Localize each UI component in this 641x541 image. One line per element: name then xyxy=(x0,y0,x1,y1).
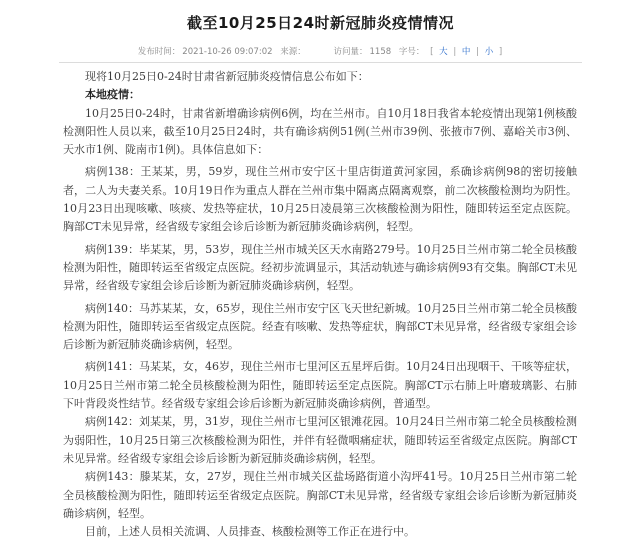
intro-paragraph: 现将10月25日0-24时甘肃省新冠肺炎疫情信息公布如下： xyxy=(85,70,369,83)
font-large-button[interactable]: 大 xyxy=(439,47,448,57)
separator: | xyxy=(453,47,457,57)
font-small-button[interactable]: 小 xyxy=(484,47,494,57)
case-paragraph: 病例142：刘某某，男，31岁，现住兰州市七里河区银滩花园。10月24日兰州市第二轮全员核酸检测为弱阳性，10月25日第三次核酸检测为阳性，并伴有轻微咽痛症状，随即转运至省级定点医院。胸部CT未见异常。经省级专家组会诊后诊断为新冠肺炎确诊病例，轻型。 xyxy=(63,415,577,465)
bracket-open: [ xyxy=(430,47,434,57)
section-heading: 本地疫情： xyxy=(85,88,140,102)
views-value: 1158 xyxy=(369,47,392,57)
case-paragraph: 病例139：毕某某，男，53岁，现住兰州市城关区天水南路279号。10月25日兰州市第二轮全员核酸检测为阳性，随即转运至省级定点医院。经初步流调显示，其活动轨迹与确诊病例93有交集。胸部CT未见异常，经省级专家组会诊后诊断为新冠肺炎确诊病例，轻型。 xyxy=(63,242,577,293)
published-value: 2021-10-26 09:07:02 xyxy=(182,47,273,57)
summary-paragraph: 10月25日0-24时，甘肃省新增确诊病例6例，均在兰州市。自10月18日我省本轮疫情出现第1例核酸检测阳性人员以来，截至10月25日24时，共有确诊病例51例(兰州市39例、张掖市7例、嘉峪关市3例、天水市1例、陇南市1例)。具体信息如下： xyxy=(63,106,577,157)
views-label: 访问量： xyxy=(333,47,368,57)
article-body xyxy=(63,68,577,541)
closing-paragraph: 目前，上述人员相关流调、人员排查、核酸检测等工作正在进行中。 xyxy=(85,525,415,539)
case-paragraph: 病例143：滕某某，女，27岁，现住兰州市城关区盐场路街道小沟坪41号。10月25日兰州市第二轮全员核酸检测为阳性，随即转运至省级定点医院。胸部CT未见异常，经省级专家组会诊后诊断为新冠肺炎确诊病例，轻型。 xyxy=(63,470,577,520)
font-medium-button[interactable]: 中 xyxy=(461,47,471,57)
case-paragraph: 病例141：马某某，女，46岁，现住兰州市七里河区五星坪后街。10月24日出现咽干、干咳等症状，10月25日兰州市第二轮全员核酸检测为阳性，随即转运至定点医院。胸部CT示右肺上叶磨玻璃影、右肺下叶背段炎性结节。经省级专家组会诊后诊断为新冠肺炎确诊病例，普通型。 xyxy=(63,360,577,411)
published-label: 发布时间： xyxy=(137,47,181,57)
separator: | xyxy=(476,47,479,57)
header-divider xyxy=(59,62,582,63)
fontsize-label: 字号： xyxy=(398,47,425,57)
article-title: 截至10月25日24时新冠肺炎疫情情况 xyxy=(186,14,455,32)
article-meta xyxy=(0,45,641,57)
source-label: 来源： xyxy=(280,47,306,57)
case-paragraph: 病例140：马苏某某，女，65岁，现住兰州市安宁区飞天世纪新城。10月25日兰州市第二轮全员核酸检测为阳性，随即转运至省级定点医院。经查有咳嗽、发热等症状，胸部CT未见异常，经省级专家组会诊后诊断为新冠肺炎确诊病例，轻型。 xyxy=(63,301,577,352)
case-paragraph: 病例138：王某某，男，59岁，现住兰州市安宁区十里店街道黄河家园，系确诊病例98的密切接触者，二人为夫妻关系。10月19日作为重点人群在兰州市集中隔离点隔离观察，前二次核酸检测均为阴性。10月23日出现咳嗽、咳痰、发热等症状，10月25日凌晨第三次核酸检测为阳性，随即转运至定点医院。胸部CT未见异常，经省级专家组会诊后诊断为新冠肺炎确诊病例，轻型。 xyxy=(63,165,577,234)
bracket-close: ] xyxy=(498,47,503,57)
